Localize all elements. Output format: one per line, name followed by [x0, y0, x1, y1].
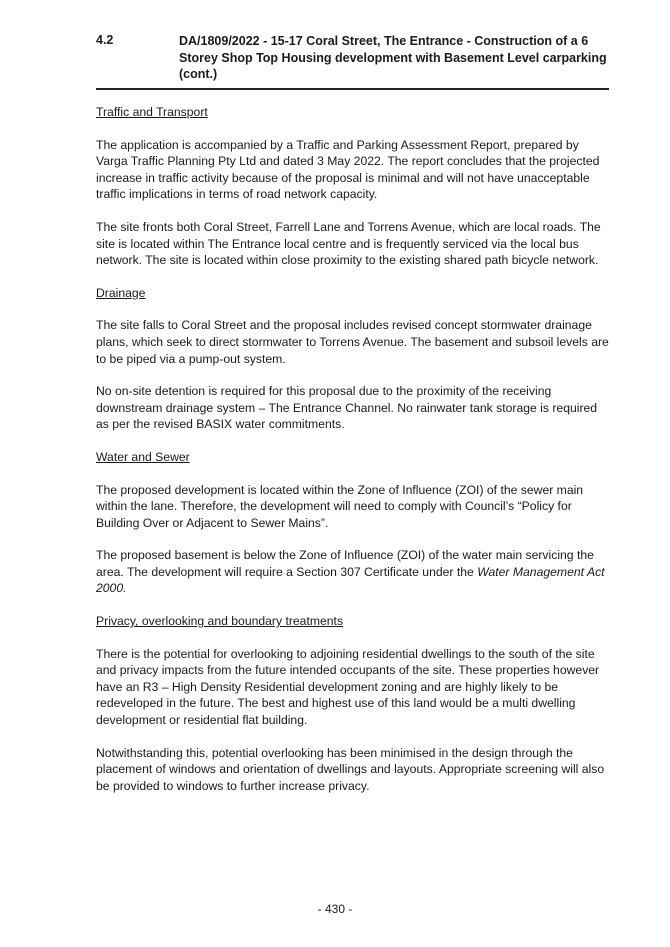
paragraph: The site fronts both Coral Street, Farrell Lane and Torrens Avenue, which are local roads. The site is located within The Entrance local centre and is frequently serviced via the local bus network. The site is located within close proximity to the existing shared path bicycle network. [96, 219, 601, 268]
section-heading-privacy: Privacy, overlooking and boundary treatments [96, 614, 344, 629]
paragraph: The proposed development is located within the Zone of Influence (ZOI) of the sewer main within the lane. Therefore, the development will need to comply with Council’s “Policy for Building Over or Adjacent to Sewer Mains”. [96, 482, 584, 530]
paragraph: No on-site detention is required for this proposal due to the proximity of the receiving downstream drainage system – The Entrance Channel. No rainwater tank storage is required as per the revised BASIX water commitments. [96, 384, 598, 432]
document-body [96, 104, 610, 810]
paragraph: There is the potential for overlooking to adjoining residential dwellings to the south of the site and privacy impacts from the future intended occupants of the site. These properties however have an R3 – High Density Residential development zoning and are highly likely to be redeveloped in the future. The best and highest use of this land would be a multi dwelling development or residential flat building. [96, 646, 600, 728]
item-title: DA/1809/2022 - 15-17 Coral Street, The Entrance - Construction of a 6 Storey Shop Top Housing development with Basement Level carparking (cont.) [179, 34, 607, 81]
act-name: Water Management Act 2000. [96, 564, 605, 596]
section-heading-water-sewer: Water and Sewer [96, 449, 190, 464]
header-divider [96, 88, 609, 90]
section-heading-drainage: Drainage [96, 285, 146, 300]
paragraph [96, 547, 610, 597]
paragraph: The site falls to Coral Street and the proposal includes revised concept stormwater drainage plans, which seek to direct stormwater to Torrens Avenue. The basement and subsoil levels are to be piped via a pump-out system. [96, 318, 609, 366]
paragraph-text: The proposed basement is below the Zone of Influence (ZOI) of the water main servicing the area. The development will require a Section 307 Certificate under the [96, 548, 594, 579]
page-number: - 430 - [317, 902, 353, 916]
section-heading-traffic: Traffic and Transport [96, 105, 208, 119]
paragraph: The application is accompanied by a Traffic and Parking Assessment Report, prepared by Varga Traffic Planning Pty Ltd and dated 3 May 2022. The report concludes that the projected increase in traffic activity because of the proposal is minimal and will not have unacceptable traffic implications in terms of road network capacity. [96, 137, 600, 202]
item-number: 4.2 [96, 33, 114, 47]
paragraph: Notwithstanding this, potential overlooking has been minimised in the design through the placement of windows and orientation of dwellings and layouts. Appropriate screening will also be provided to windows to further increase privacy. [96, 745, 605, 793]
